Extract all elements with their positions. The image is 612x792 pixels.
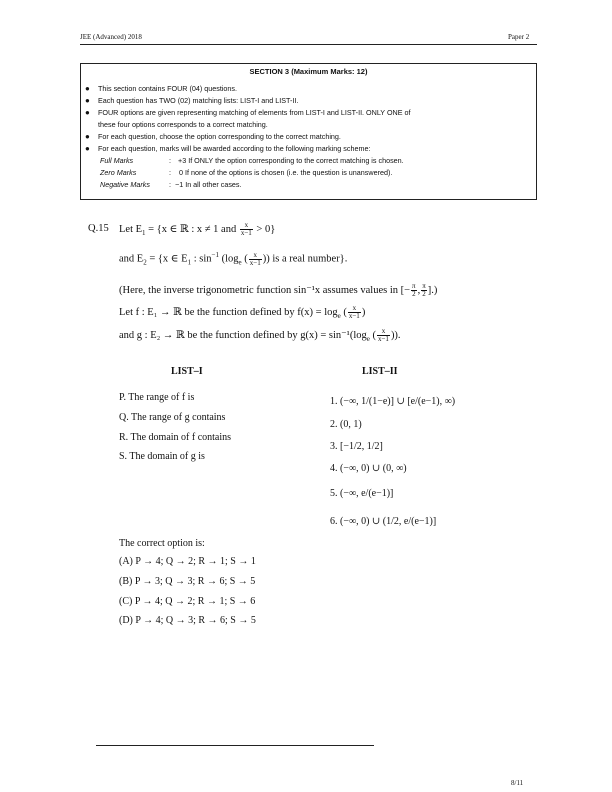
answer-option-c: (C) P → 4; Q → 2; R → 1; S → 6 bbox=[119, 596, 256, 607]
instruction-line: these four options corresponds to a correct matching. bbox=[98, 120, 268, 129]
bullet-icon: ● bbox=[85, 144, 90, 153]
list-1-item-p: P. The range of f is bbox=[119, 392, 195, 403]
marks-text-negative: −1 In all other cases. bbox=[175, 180, 242, 189]
list-2-item-3: 3. [−1/2, 1/2] bbox=[330, 441, 383, 452]
answer-option-b: (B) P → 3; Q → 3; R → 6; S → 5 bbox=[119, 576, 256, 587]
answer-prompt: The correct option is: bbox=[119, 538, 205, 549]
text: > 0} bbox=[253, 223, 276, 235]
denominator: x−1 bbox=[348, 312, 360, 320]
list-1-heading: LIST–I bbox=[171, 366, 203, 377]
question-line-1: Let $E_1 = \{x$ ∈ ℝ : x ≠ 1 and $\frac{x}{x-1}$ > 0} bbox=[119, 221, 276, 237]
numerator: x bbox=[249, 252, 262, 260]
instruction-line: For each question, marks will be awarded according to the following marking scheme: bbox=[98, 144, 371, 153]
list-2-item-2: 2. (0, 1) bbox=[330, 419, 362, 430]
fraction bbox=[411, 283, 417, 298]
list-1-item-r: R. The domain of f contains bbox=[119, 432, 232, 443]
answer-option-a: (A) P → 4; Q → 2; R → 1; S → 1 bbox=[119, 556, 256, 567]
instruction-line: For each question, choose the option corresponding to the correct matching. bbox=[98, 132, 341, 141]
bullet-icon: ● bbox=[85, 84, 90, 93]
text: and E bbox=[119, 253, 144, 265]
numerator: x bbox=[240, 222, 253, 230]
instruction-line: FOUR options are given representing matching of elements from LIST-I and LIST-II. ONLY ONE of bbox=[98, 108, 411, 117]
text: Let f : E₁ → ℝ be the function defined by f(x) = log bbox=[119, 306, 338, 318]
marks-text-zero: 0 If none of the options is chosen (i.e. the question is unanswered). bbox=[179, 168, 393, 177]
fraction bbox=[348, 305, 361, 320]
bullet-icon: ● bbox=[85, 108, 90, 117]
marks-label-negative: Negative Marks bbox=[100, 180, 150, 189]
text: (Here, the inverse trigonometric function sin⁻¹x assumes values in [− bbox=[119, 284, 411, 296]
answer-option-d: (D) P → 4; Q → 3; R → 6; S → 5 bbox=[119, 615, 256, 626]
bullet-icon: ● bbox=[85, 132, 90, 141]
text: ].) bbox=[427, 284, 438, 296]
denominator: x−1 bbox=[377, 335, 389, 343]
marks-label-zero: Zero Marks bbox=[100, 168, 137, 177]
footer-rule bbox=[96, 745, 374, 746]
instruction-line: This section contains FOUR (04) questions. bbox=[98, 84, 238, 93]
text: Let E bbox=[119, 223, 143, 235]
fraction bbox=[240, 222, 253, 237]
section-instructions-box bbox=[80, 63, 537, 200]
list-2-item-5: 5. (−∞, e/(e−1)] bbox=[330, 488, 394, 499]
list-1-item-q: Q. The range of g contains bbox=[119, 412, 226, 423]
text: and g : E₂ → ℝ be the function defined by g(x) = sin⁻¹(log bbox=[119, 329, 367, 341]
text: = {x ∈ ℝ : x ≠ 1 and bbox=[145, 223, 239, 235]
list-2-item-4: 4. (−∞, 0) ∪ (0, ∞) bbox=[330, 463, 407, 474]
header-exam-title: JEE (Advanced) 2018 bbox=[80, 33, 142, 41]
marks-text-full: +3 If ONLY the option corresponding to the correct matching is chosen. bbox=[178, 156, 404, 165]
text: (log bbox=[221, 253, 239, 265]
marks-sep: : bbox=[169, 156, 171, 165]
question-line-3: (Here, the inverse trigonometric function sin⁻¹x assumes values in [− $\frac{\pi}{2}$ , $\frac{\pi}{2}$ ].) bbox=[119, 282, 438, 298]
denominator: 2 bbox=[422, 290, 426, 298]
list-1-item-s: S. The domain of g is bbox=[119, 451, 205, 462]
header-rule bbox=[80, 44, 537, 45]
numerator: x bbox=[348, 305, 361, 313]
numerator: π bbox=[422, 282, 426, 290]
bullet-icon: ● bbox=[85, 96, 90, 105]
fraction bbox=[421, 283, 427, 298]
marks-label-full: Full Marks bbox=[100, 156, 134, 165]
denominator: x−1 bbox=[249, 258, 261, 267]
instruction-line: Each question has TWO (02) matching lists: LIST-I and LIST-II. bbox=[98, 96, 299, 105]
text: : sin bbox=[191, 253, 212, 265]
marks-sep: : bbox=[169, 168, 171, 177]
fraction bbox=[249, 252, 262, 267]
fraction bbox=[377, 328, 390, 343]
question-line-2: and $E_2 = \{x$ ∈ $E_1$ : $\sin^{-1} (\log_e$ ( $\frac{x}{x-1}$ )) is a real number}. bbox=[119, 250, 348, 267]
marks-sep: : bbox=[169, 180, 171, 189]
question-line-4: Let f : E₁ → ℝ be the function defined by $f(x) = \log_e$ ( $\frac{x}{x-1}$ ) bbox=[119, 304, 366, 320]
question-line-5: and g : E₂ → ℝ be the function defined by $g(x) = \sin^{-1}(\log_e$ ( $\frac{x}{x-1}$ )). bbox=[119, 327, 401, 343]
numerator: π bbox=[412, 282, 416, 290]
list-2-item-6: 6. (−∞, 0) ∪ (1/2, e/(e−1)] bbox=[330, 516, 437, 527]
text: = {x ∈ E bbox=[146, 253, 188, 265]
header-paper-label: Paper 2 bbox=[508, 33, 530, 41]
numerator: x bbox=[377, 328, 390, 336]
page-number: 8/11 bbox=[511, 779, 524, 787]
denominator: x−1 bbox=[240, 229, 252, 237]
section-title: SECTION 3 (Maximum Marks: 12) bbox=[249, 67, 368, 76]
list-2-heading: LIST–II bbox=[362, 366, 398, 377]
list-2-item-1: 1. (−∞, 1/(1−e)] ∪ [e/(e−1), ∞) bbox=[330, 396, 456, 407]
question-number: Q.15 bbox=[88, 223, 109, 234]
text: )) is a real number}. bbox=[262, 253, 348, 265]
denominator: 2 bbox=[412, 290, 416, 298]
